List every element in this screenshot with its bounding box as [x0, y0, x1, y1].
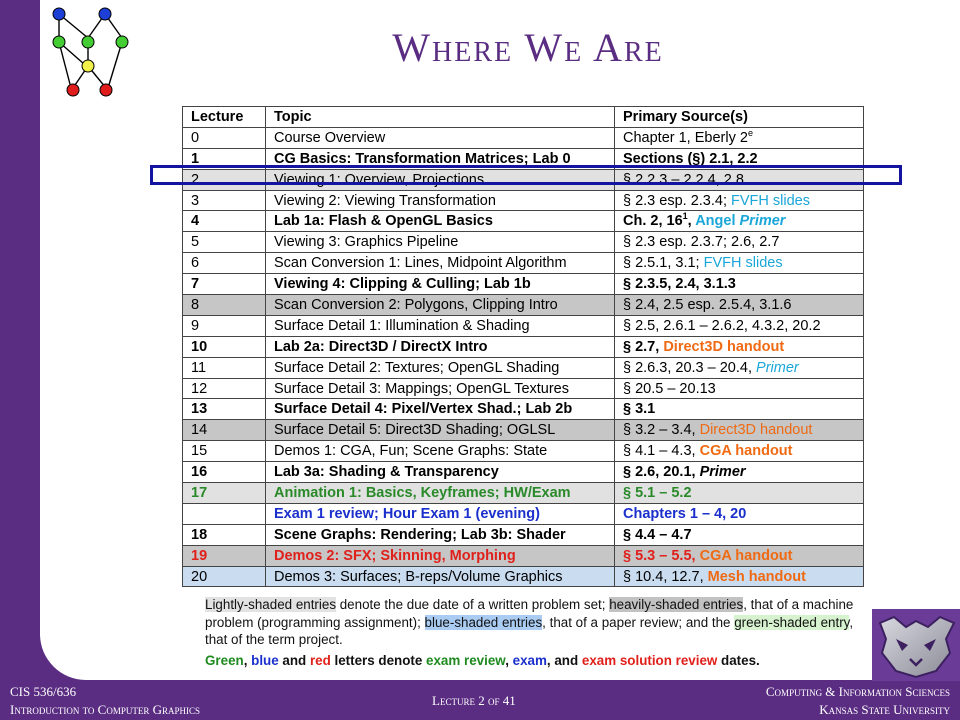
table-row: [183, 545, 864, 566]
lecture-source: § 2.6, 20.1, Primer: [615, 462, 864, 483]
department-name: Computing & Information Sciences: [765, 684, 950, 699]
course-code: CIS 536/636: [10, 684, 77, 699]
lecture-num: 20: [183, 566, 266, 587]
lecture-topic: Viewing 1: Overview, Projections: [266, 169, 615, 190]
lecture-source: § 2.6.3, 20.3 – 20.4, Primer: [615, 357, 864, 378]
table-row: [183, 420, 864, 441]
header-lecture: Lecture: [183, 107, 266, 128]
lecture-num: 19: [183, 545, 266, 566]
lecture-topic: Surface Detail 5: Direct3D Shading; OGLSL: [266, 420, 615, 441]
table-row: [183, 566, 864, 587]
table-row: [183, 190, 864, 211]
lecture-num: 5: [183, 232, 266, 253]
lecture-source: § 10.4, 12.7, Mesh handout: [615, 566, 864, 587]
lecture-source: § 4.1 – 4.3, CGA handout: [615, 441, 864, 462]
table-row: [183, 211, 864, 232]
lecture-source: § 3.2 – 3.4, Direct3D handout: [615, 420, 864, 441]
lecture-topic: Scan Conversion 1: Lines, Midpoint Algorithm: [266, 253, 615, 274]
lecture-source: § 3.1: [615, 399, 864, 420]
lecture-topic: Course Overview: [266, 127, 615, 148]
shading-legend: Lightly-shaded entries denote the due date of a written problem set; heavily-shaded entries, that of a machine problem (programming assignment); blue-shaded entries, that of a paper review; and the green-shaded entry, that of the term project.: [205, 597, 854, 647]
lecture-topic: CG Basics: Transformation Matrices; Lab 0: [266, 148, 615, 169]
lecture-topic: Viewing 3: Graphics Pipeline: [266, 232, 615, 253]
table-row: [183, 462, 864, 483]
lecture-num: 14: [183, 420, 266, 441]
lecture-topic: Lab 1a: Flash & OpenGL Basics: [266, 211, 615, 232]
lecture-num: 6: [183, 253, 266, 274]
table-header-row: [183, 107, 864, 128]
lecture-source: § 2.2.3 – 2.2.4, 2.8: [615, 169, 864, 190]
lecture-num: 12: [183, 378, 266, 399]
lecture-num: 18: [183, 524, 266, 545]
lecture-topic: Lab 3a: Shading & Transparency: [266, 462, 615, 483]
lecture-source: Chapters 1 – 4, 20: [615, 503, 864, 524]
lecture-num: 11: [183, 357, 266, 378]
lecture-source: § 2.5.1, 3.1; FVFH slides: [615, 253, 864, 274]
table-row: [183, 483, 864, 504]
lecture-num: 10: [183, 336, 266, 357]
lecture-num: 3: [183, 190, 266, 211]
lecture-source: Chapter 1, Eberly 2e: [615, 127, 864, 148]
lecture-topic: Surface Detail 4: Pixel/Vertex Shad.; Lab 2b: [266, 399, 615, 420]
table-row: [183, 441, 864, 462]
lecture-source: § 20.5 – 20.13: [615, 378, 864, 399]
lecture-num: 13: [183, 399, 266, 420]
color-legend: Green, blue and red letters denote exam review, exam, and exam solution review dates.: [205, 653, 760, 668]
table-row: [183, 524, 864, 545]
lecture-num: 7: [183, 274, 266, 295]
lecture-source: § 5.3 – 5.5, CGA handout: [615, 545, 864, 566]
table-row: [183, 503, 864, 524]
lecture-topic: Demos 2: SFX; Skinning, Morphing: [266, 545, 615, 566]
lecture-num: 4: [183, 211, 266, 232]
lecture-num: 16: [183, 462, 266, 483]
header-topic: Topic: [266, 107, 615, 128]
lecture-topic: Scan Conversion 2: Polygons, Clipping Intro: [266, 295, 615, 316]
table-row: [183, 232, 864, 253]
lecture-topic: Lab 2a: Direct3D / DirectX Intro: [266, 336, 615, 357]
table-row: [183, 336, 864, 357]
table-row: [183, 253, 864, 274]
table-row: [183, 127, 864, 148]
current-lecture-highlight: [150, 165, 902, 185]
lecture-source: § 2.3.5, 2.4, 3.1.3: [615, 274, 864, 295]
lecture-topic: Surface Detail 3: Mappings; OpenGL Textures: [266, 378, 615, 399]
table-row: [183, 295, 864, 316]
lecture-topic: Demos 3: Surfaces; B-reps/Volume Graphics: [266, 566, 615, 587]
lecture-topic: Exam 1 review; Hour Exam 1 (evening): [266, 503, 615, 524]
table-row: [183, 357, 864, 378]
lecture-source: § 2.7, Direct3D handout: [615, 336, 864, 357]
kstate-wildcat-logo: [872, 609, 960, 681]
lecture-num: 2: [183, 169, 266, 190]
lecture-topic: Surface Detail 1: Illumination & Shading: [266, 315, 615, 336]
lecture-source: § 2.5, 2.6.1 – 2.6.2, 4.3.2, 20.2: [615, 315, 864, 336]
lecture-topic: Animation 1: Basics, Keyframes; HW/Exam: [266, 483, 615, 504]
table-row: [183, 378, 864, 399]
slide-title: Where We Are: [392, 25, 664, 70]
lecture-topic: Viewing 4: Clipping & Culling; Lab 1b: [266, 274, 615, 295]
lecture-num: 0: [183, 127, 266, 148]
lecture-source: § 2.3 esp. 2.3.4; FVFH slides: [615, 190, 864, 211]
wildcat-icon: [872, 609, 960, 681]
lecture-topic: Scene Graphs: Rendering; Lab 3b: Shader: [266, 524, 615, 545]
university-name: Kansas State University: [819, 702, 950, 717]
lecture-num: 8: [183, 295, 266, 316]
lecture-num: 1: [183, 148, 266, 169]
lecture-num: [183, 503, 266, 524]
lecture-topic: Surface Detail 2: Textures; OpenGL Shading: [266, 357, 615, 378]
lecture-source: Ch. 2, $16^1$, Angel Primer: [615, 211, 864, 232]
lecture-topic: Demos 1: CGA, Fun; Scene Graphs: State: [266, 441, 615, 462]
lecture-source: § 2.3 esp. 2.3.7; 2.6, 2.7: [615, 232, 864, 253]
lecture-source: § 5.1 – 5.2: [615, 483, 864, 504]
lecture-num: 9: [183, 315, 266, 336]
lecture-topic: Viewing 2: Viewing Transformation: [266, 190, 615, 211]
lecture-source: § 4.4 – 4.7: [615, 524, 864, 545]
table-row: [183, 399, 864, 420]
header-source: Primary Source(s): [615, 107, 864, 128]
lecture-num: 15: [183, 441, 266, 462]
table-row: [183, 315, 864, 336]
lecture-num: 17: [183, 483, 266, 504]
table-row: [183, 274, 864, 295]
course-name: Introduction to Computer Graphics: [10, 702, 200, 717]
lecture-source: § 2.4, 2.5 esp. 2.5.4, 3.1.6: [615, 295, 864, 316]
lecture-counter: Lecture 2 of 41: [432, 693, 516, 708]
lecture-source: Sections (§) 2.1, 2.2: [615, 148, 864, 169]
